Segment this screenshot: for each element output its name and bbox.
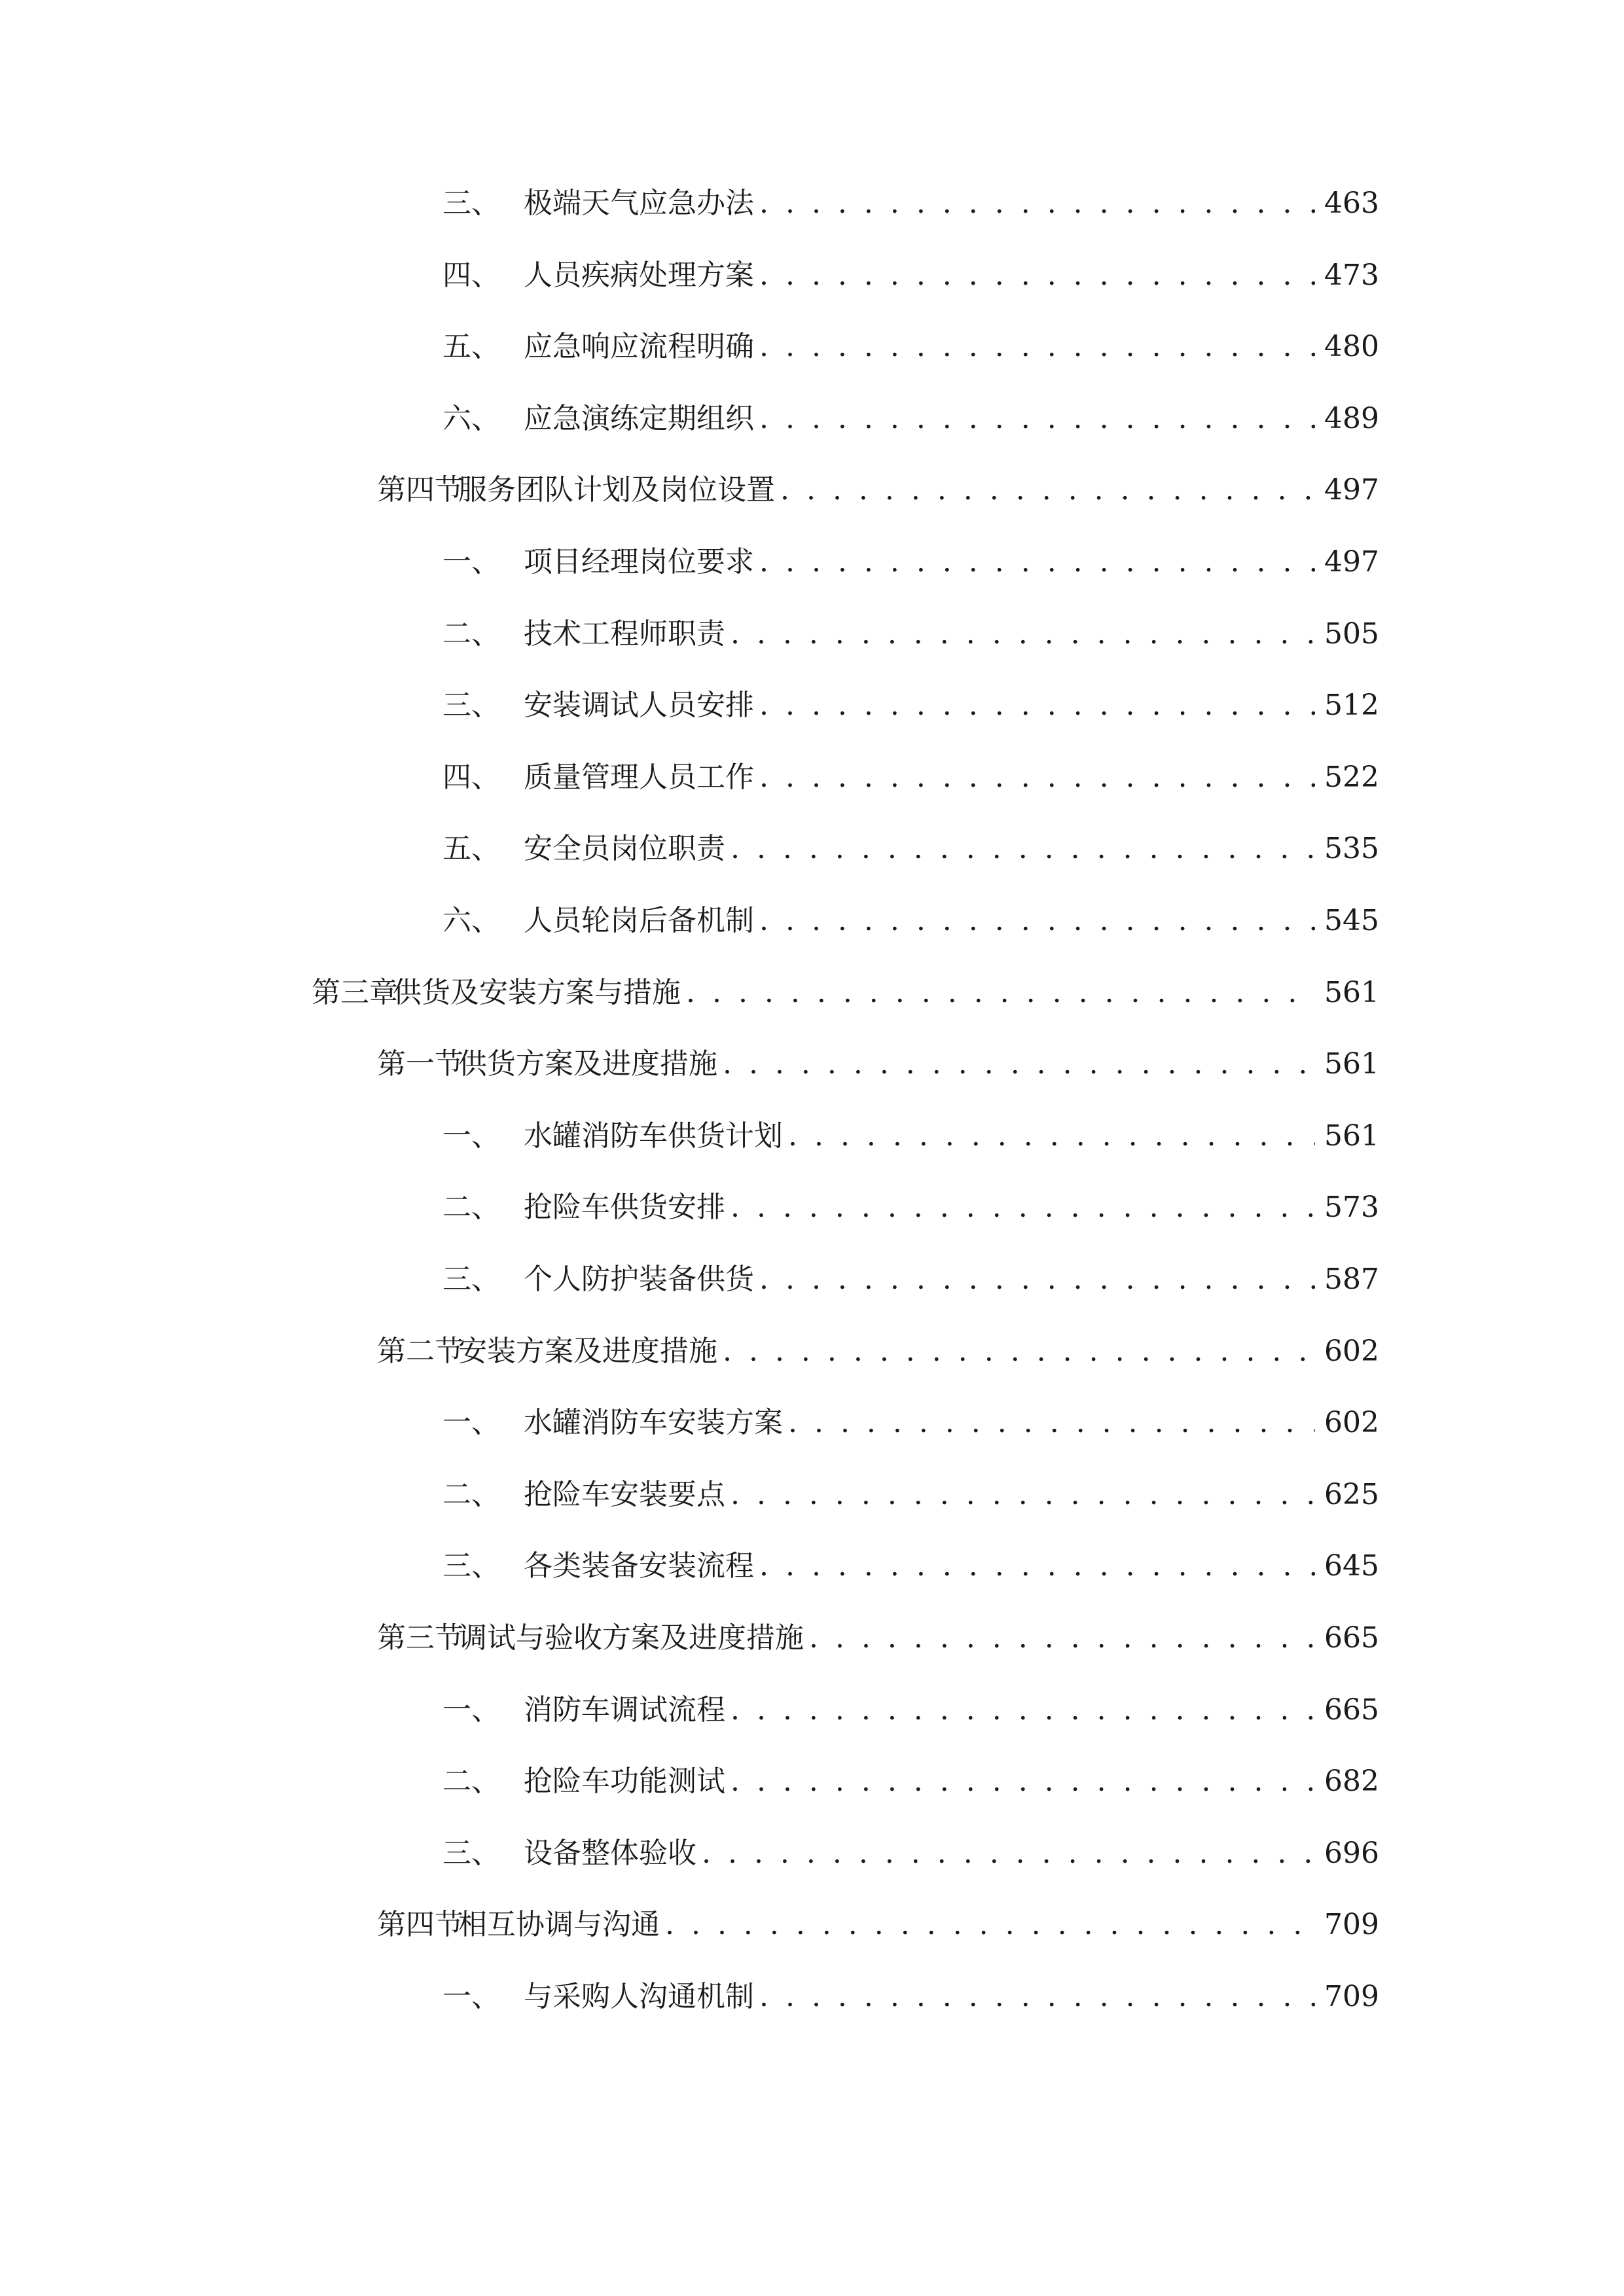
toc-entry-title: 供货及安装方案与措施 xyxy=(393,976,681,1009)
toc-entry-title: 应急响应流程明确 xyxy=(524,330,754,363)
toc-entry-number: 一、 xyxy=(442,1119,500,1153)
toc-entry-page-number: 665 xyxy=(1324,1693,1379,1727)
toc-entry-title: 设备整体验收 xyxy=(524,1837,696,1870)
toc-entry[interactable] xyxy=(442,608,1379,660)
toc-entry[interactable] xyxy=(442,1181,1379,1234)
toc-entry-page-number: 480 xyxy=(1324,330,1379,363)
dot-leader xyxy=(731,608,1315,660)
toc-entry[interactable] xyxy=(442,823,1379,875)
dot-leader xyxy=(759,177,1315,230)
toc-entry-title: 质量管理人员工作 xyxy=(524,761,754,794)
toc-entry[interactable] xyxy=(377,1612,1379,1664)
toc-entry-page-number: 709 xyxy=(1324,1908,1379,1941)
toc-entry[interactable] xyxy=(442,1110,1379,1162)
toc-entry-number: 五、 xyxy=(442,832,500,865)
toc-entry[interactable] xyxy=(442,1253,1379,1306)
dot-leader xyxy=(759,895,1315,947)
toc-entry[interactable] xyxy=(442,249,1379,302)
dot-leader xyxy=(731,1181,1315,1234)
toc-entry-page-number: 505 xyxy=(1324,617,1379,651)
toc-entry-page-number: 602 xyxy=(1324,1406,1379,1439)
toc-entry-page-number: 709 xyxy=(1324,1980,1379,2013)
dot-leader xyxy=(731,1684,1315,1736)
toc-entry-number: 第四节 xyxy=(377,1908,463,1941)
toc-entry-title: 相互协调与沟通 xyxy=(458,1908,660,1941)
toc-entry-number: 第三节 xyxy=(377,1621,463,1655)
dot-leader xyxy=(665,1899,1315,1951)
toc-entry[interactable] xyxy=(442,679,1379,732)
toc-entry-page-number: 625 xyxy=(1324,1478,1379,1511)
toc-entry-title: 抢险车安装要点 xyxy=(524,1478,725,1511)
toc-entry-page-number: 645 xyxy=(1324,1549,1379,1583)
toc-entry-page-number: 473 xyxy=(1324,259,1379,292)
toc-entry-number: 第二节 xyxy=(377,1335,463,1368)
toc-entry-title: 服务团队计划及岗位设置 xyxy=(458,473,775,507)
toc-entry-title: 水罐消防车供货计划 xyxy=(524,1119,783,1153)
dot-leader xyxy=(759,1540,1315,1592)
toc-entry[interactable] xyxy=(442,1397,1379,1449)
dot-leader xyxy=(759,1253,1315,1306)
toc-entry[interactable] xyxy=(442,895,1379,947)
toc-entry-number: 三、 xyxy=(442,1263,500,1296)
toc-entry[interactable] xyxy=(442,1971,1379,2023)
toc-entry-title: 项目经理岗位要求 xyxy=(524,545,754,579)
toc-entry-number: 第四节 xyxy=(377,473,463,507)
toc-entry-title: 与采购人沟通机制 xyxy=(524,1980,754,2013)
dot-leader xyxy=(759,1971,1315,2023)
toc-entry[interactable] xyxy=(442,1469,1379,1521)
toc-entry-title: 技术工程师职责 xyxy=(524,617,725,651)
toc-entry[interactable] xyxy=(442,751,1379,804)
dot-leader xyxy=(686,967,1315,1019)
toc-entry-page-number: 573 xyxy=(1324,1191,1379,1224)
toc-entry-title: 安装调试人员安排 xyxy=(524,689,754,722)
dot-leader xyxy=(759,249,1315,302)
toc-entry[interactable] xyxy=(442,393,1379,445)
toc-entry-title: 个人防护装备供货 xyxy=(524,1263,754,1296)
toc-entry-number: 二、 xyxy=(442,617,500,651)
dot-leader xyxy=(723,1325,1315,1378)
dot-leader xyxy=(759,536,1315,588)
toc-entry-page-number: 602 xyxy=(1324,1335,1379,1368)
toc-entry-title: 调试与验收方案及进度措施 xyxy=(458,1621,804,1655)
toc-entry-number: 一、 xyxy=(442,545,500,579)
dot-leader xyxy=(759,393,1315,445)
toc-entry-number: 一、 xyxy=(442,1406,500,1439)
toc-entry-number: 一、 xyxy=(442,1693,500,1727)
toc-entry[interactable] xyxy=(442,1684,1379,1736)
toc-entry[interactable] xyxy=(442,177,1379,230)
toc-entry-number: 三、 xyxy=(442,187,500,220)
toc-entry-page-number: 696 xyxy=(1324,1837,1379,1870)
dot-leader xyxy=(759,321,1315,373)
toc-entry-page-number: 587 xyxy=(1324,1263,1379,1296)
toc-entry-page-number: 561 xyxy=(1324,976,1379,1009)
dot-leader xyxy=(759,751,1315,804)
toc-entry-number: 三、 xyxy=(442,1837,500,1870)
toc-entry-title: 各类装备安装流程 xyxy=(524,1549,754,1583)
dot-leader xyxy=(809,1612,1315,1664)
dot-leader xyxy=(731,823,1315,875)
dot-leader xyxy=(731,1755,1315,1808)
toc-entry-title: 极端天气应急办法 xyxy=(524,187,754,220)
toc-entry-number: 五、 xyxy=(442,330,500,363)
toc-entry-page-number: 497 xyxy=(1324,545,1379,579)
toc-entry-page-number: 497 xyxy=(1324,473,1379,507)
toc-entry-page-number: 489 xyxy=(1324,402,1379,435)
toc-entry-page-number: 535 xyxy=(1324,832,1379,865)
toc-entry-title: 抢险车供货安排 xyxy=(524,1191,725,1224)
dot-leader xyxy=(702,1827,1315,1880)
toc-entry[interactable] xyxy=(442,1755,1379,1808)
toc-entry-title: 人员疾病处理方案 xyxy=(524,259,754,292)
toc-entry-number: 二、 xyxy=(442,1191,500,1224)
toc-entry[interactable] xyxy=(442,1827,1379,1880)
dot-leader xyxy=(759,679,1315,732)
toc-entry-number: 二、 xyxy=(442,1765,500,1798)
dot-leader xyxy=(788,1110,1315,1162)
toc-entry-page-number: 561 xyxy=(1324,1047,1379,1081)
toc-entry-number: 二、 xyxy=(442,1478,500,1511)
toc-entry-title: 安装方案及进度措施 xyxy=(458,1335,717,1368)
toc-entry-number: 第三章 xyxy=(312,976,398,1009)
toc-entry-number: 六、 xyxy=(442,904,500,937)
toc-entry-page-number: 561 xyxy=(1324,1119,1379,1153)
toc-entry[interactable] xyxy=(377,464,1379,516)
toc-entry[interactable] xyxy=(377,1899,1379,1951)
dot-leader xyxy=(780,464,1315,516)
toc-entry-title: 水罐消防车安装方案 xyxy=(524,1406,783,1439)
toc-entry-page-number: 522 xyxy=(1324,761,1379,794)
toc-entry-page-number: 665 xyxy=(1324,1621,1379,1655)
toc-entry[interactable] xyxy=(377,1325,1379,1378)
toc-entry-title: 抢险车功能测试 xyxy=(524,1765,725,1798)
toc-entry-title: 人员轮岗后备机制 xyxy=(524,904,754,937)
toc-entry-number: 四、 xyxy=(442,761,500,794)
dot-leader xyxy=(731,1469,1315,1521)
toc-entry-title: 安全员岗位职责 xyxy=(524,832,725,865)
toc-entry-number: 第一节 xyxy=(377,1047,463,1081)
toc-entry-number: 一、 xyxy=(442,1980,500,2013)
dot-leader xyxy=(788,1397,1315,1449)
toc-entry-page-number: 545 xyxy=(1324,904,1379,937)
toc-entry-number: 三、 xyxy=(442,689,500,722)
toc-entry-title: 应急演练定期组织 xyxy=(524,402,754,435)
toc-entry-page-number: 682 xyxy=(1324,1765,1379,1798)
toc-entry[interactable] xyxy=(442,1540,1379,1592)
toc-entry-number: 六、 xyxy=(442,402,500,435)
toc-entry[interactable] xyxy=(442,321,1379,373)
toc-entry[interactable] xyxy=(312,967,1379,1019)
toc-entry[interactable] xyxy=(377,1038,1379,1090)
toc-entry-number: 四、 xyxy=(442,259,500,292)
toc-entry-number: 三、 xyxy=(442,1549,500,1583)
toc-entry[interactable] xyxy=(442,536,1379,588)
toc-entry-page-number: 512 xyxy=(1324,689,1379,722)
toc-entry-title: 供货方案及进度措施 xyxy=(458,1047,717,1081)
dot-leader xyxy=(723,1038,1315,1090)
toc-entry-page-number: 463 xyxy=(1324,187,1379,220)
toc-entry-title: 消防车调试流程 xyxy=(524,1693,725,1727)
